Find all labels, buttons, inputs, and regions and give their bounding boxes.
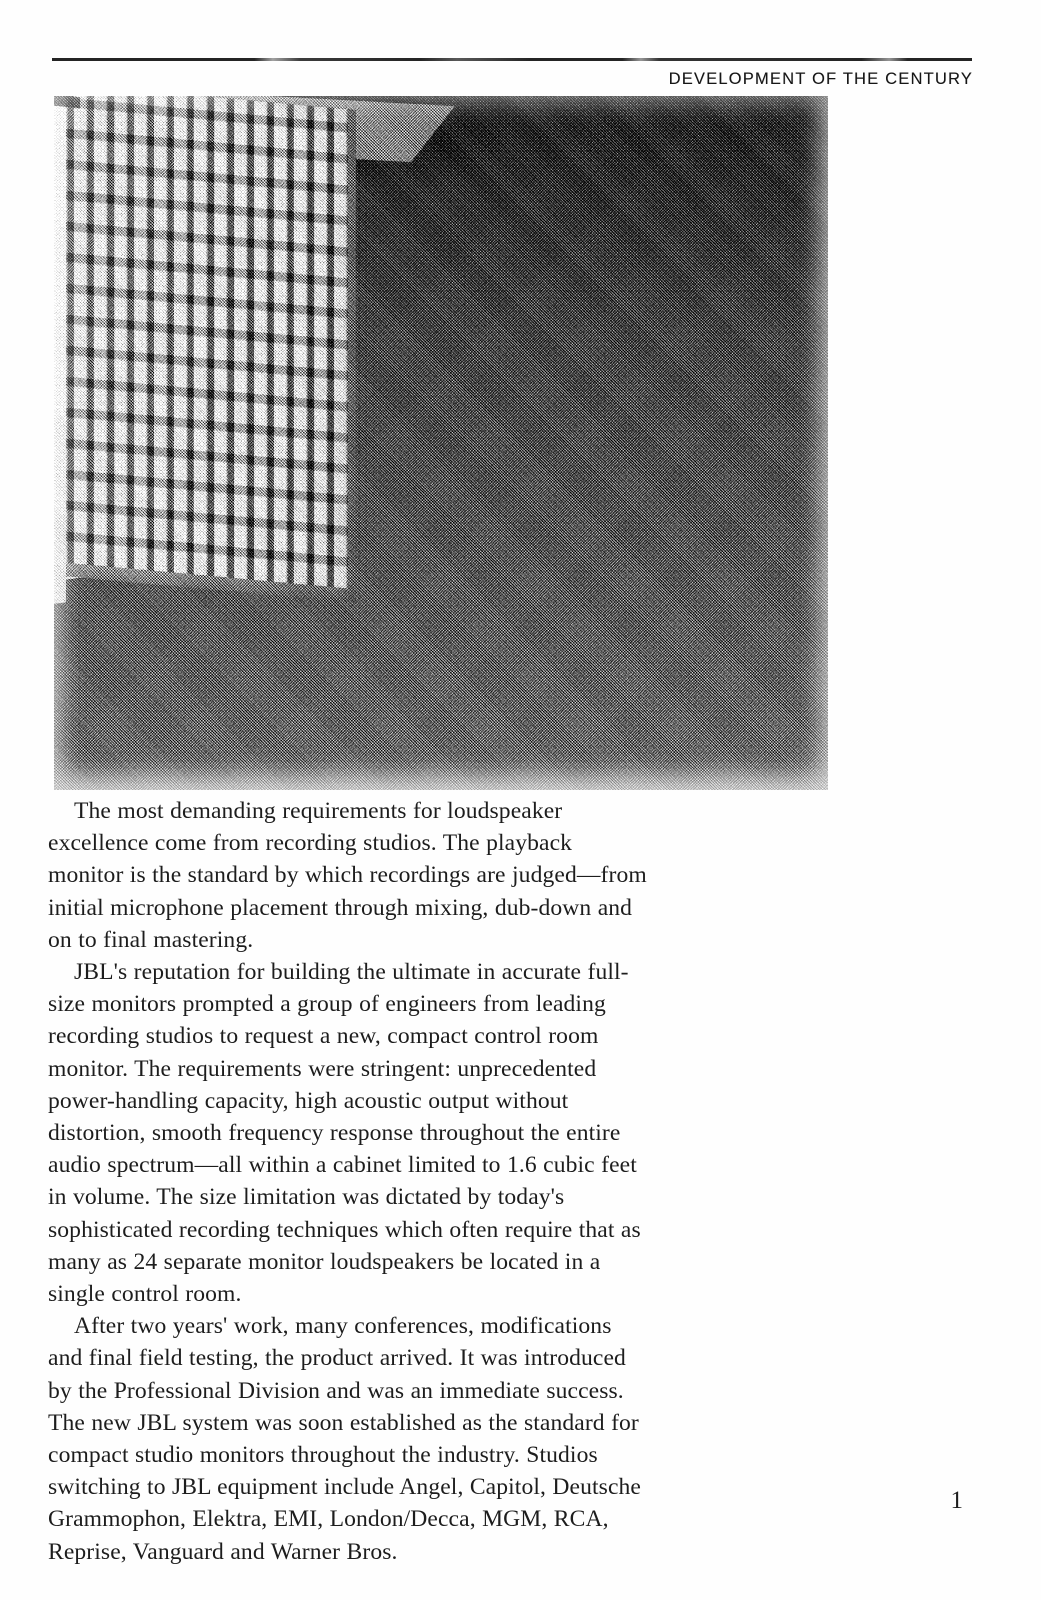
paragraph-2: JBL's reputation for building the ultimate in accurate full-size monitors prompted a group of engineers from leading recording studios to request a new, compact control room monitor. The requirements were stringent: unprecedented power-handling capacity, high acoustic output without distortion, smooth frequency response throughout the entire audio spectrum—all within a cabinet limited to 1.6 cubic feet in volume. The size limitation was dictated by today's sophisticated recording techniques which often require that as many as 24 separate monitor loudspeakers be located in a single control room. [48, 959, 641, 1308]
running-head: DEVELOPMENT OF THE CENTURY [668, 70, 973, 88]
header-rule [52, 58, 972, 61]
loudspeaker-photograph [54, 96, 828, 790]
page-number: 1 [950, 1487, 963, 1514]
article-body [48, 795, 648, 1568]
paragraph-1: The most demanding requirements for loudspeaker excellence come from recording studios. The playback monitor is the standard by which recordings are judged—from initial microphone placement through mixing, dub-down and on to final mastering. [48, 798, 647, 953]
paragraph-3: After two years' work, many conferences, modifications and final field testing, the product arrived. It was introduced by the Professional Division and was an immediate success. The new JBL system was soon established as the standard for compact studio monitors throughout the industry. Studios switching to JBL equipment include Angel, Capitol, Deutsche Grammophon, Elektra, EMI, London/Decca, MGM, RCA, Reprise, Vanguard and Warner Bros. [48, 1313, 641, 1565]
photo-edge-fade [54, 96, 828, 790]
